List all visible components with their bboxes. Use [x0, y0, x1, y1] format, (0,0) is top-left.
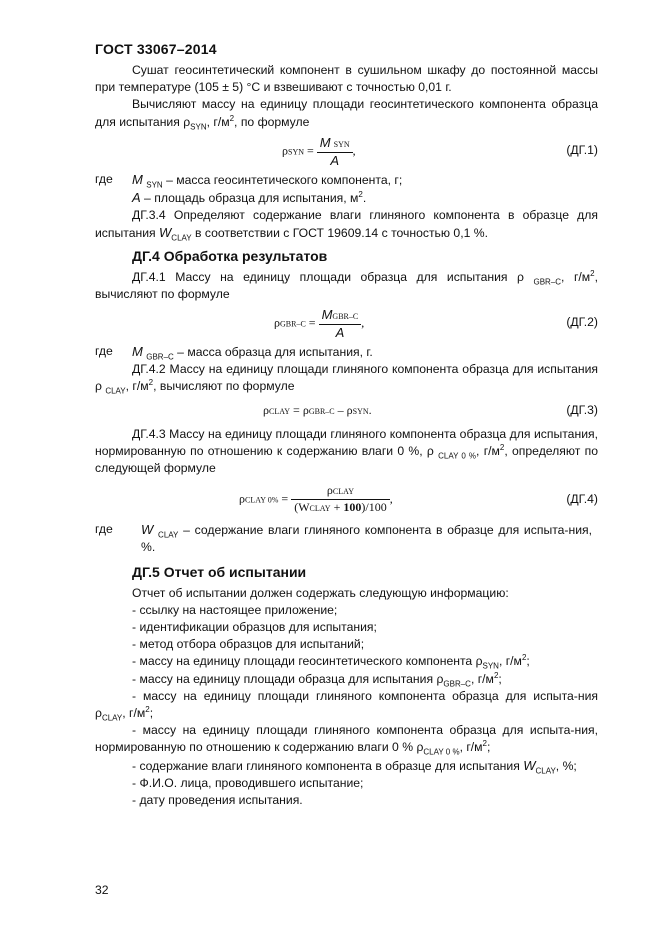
formula-dg2: ρGBR–C = $\frac{\text{MGBR–C}}{A}$ , (ДГ.2) [274, 307, 598, 341]
section-heading-dg4: ДГ.4 Обработка результатов [132, 247, 328, 264]
list-item: - массу на единицу площади глиняного компонента образца для испыта-ния $\rho_{CLAY}$, $г/м^2$; [95, 688, 598, 723]
where-block-3: где W $_{CLAY}$ – содержание влаги глиняного компонента в образце для испыта-ния, %. [95, 522, 593, 555]
document-body [95, 62, 598, 809]
paragraph-dg34: ДГ.3.4 Определяют содержание влаги глиняного компонента в образце для испытания $W_{CLAY}$ в соответствии с ГОСТ 19609.14 с точностью 0,1 %. [95, 208, 598, 243]
equation-number-dg2: (ДГ.2) [566, 315, 598, 330]
paragraph-dg42: ДГ.4.2 Массу на единицу площади глиняного компонента образца для испытания ρ $_{CLAY}$, $г/м^2$, вычисляют по формуле [95, 362, 598, 396]
list-item: - массу на единицу площади геосинтетического компонента $\rho_{SYN}$, $г/м^2$; [132, 653, 530, 671]
equation-number-dg3: (ДГ.3) [566, 402, 598, 417]
list-item: - идентификации образцов для испытания; [132, 620, 377, 635]
where-block-1: где M $_{SYN}$ – масса геосинтетического компонента, г; [95, 171, 403, 190]
report-contents-list [95, 585, 598, 810]
list-item: - Ф.И.О. лица, проводившего испытание; [132, 775, 364, 790]
standard-header: ГОСТ 33067–2014 [95, 41, 217, 57]
list-item: - массу на единицу площади глиняного компонента образца для испыта-ния, нормированную по отношению к содержанию влаги 0 % $\rho_{CLAY 0 \%}$, $г/м^2$; [95, 723, 598, 757]
where-line-2: A – площадь образца для испытания, $м^2$. [132, 189, 367, 206]
list-item: - массу на единицу площади образца для испытания $\rho_{GBR-C}$, $г/м^2$; [132, 670, 502, 689]
formula-dg1: ρSYN = $\frac{\text{M SYN}}{A}$ , (ДГ.1) [282, 134, 598, 168]
list-item: - ссылку на настоящее приложение; [132, 602, 338, 617]
page-number: 32 [95, 883, 109, 897]
paragraph-dg41: ДГ.4.1 Массу на единицу площади образца для испытания ρ $_{GBR-C}$, $г/м^2$, вычисляют по формуле [95, 268, 599, 301]
intro-paragraph-2: Вычисляют массу на единицу площади геосинтетического компонента образца для испытания $\rho_{SYN}$, $г/м^2$, по формуле [95, 97, 598, 132]
section-heading-dg5: ДГ.5 Отчет об испытании [132, 563, 307, 580]
report-intro: Отчет об испытании должен содержать следующую информацию: [132, 585, 509, 600]
intro-paragraph-1: Сушат геосинтетический компонент в сушильном шкафу до постоянной массы при температуре (105 ± 5) °С и взвешивают с точностью 0,01 г. [95, 63, 598, 95]
list-item: - метод отбора образцов для испытаний; [132, 637, 365, 652]
list-item: - содержание влаги глиняного компонента в образце для испытания $W_{CLAY}$, %; [132, 757, 577, 776]
where-block-2: где M $_{GBR-C}$ – масса образца для испытания, г. [95, 344, 373, 362]
formula-dg4: ρCLAY 0% = $\frac{\text{ρCLAY}}{\text{(WCLAY + 100)/100}}$ , (ДГ.4) [239, 483, 598, 515]
paragraph-dg43: ДГ.4.3 Массу на единицу площади глиняного компонента образца для испытания, нормированную по отношению к содержанию влаги 0 %, ρ $_{CLAY 0 \%}$, $г/м^2$, определяют по следующей формуле [95, 426, 598, 476]
formula-dg3: ρCLAY = ρGBR–C – ρSYN. (ДГ.3) [95, 400, 598, 426]
equation-number-dg4: (ДГ.4) [566, 492, 598, 507]
equation-number-dg1: (ДГ.1) [566, 142, 598, 157]
list-item: - дату проведения испытания. [132, 793, 303, 808]
